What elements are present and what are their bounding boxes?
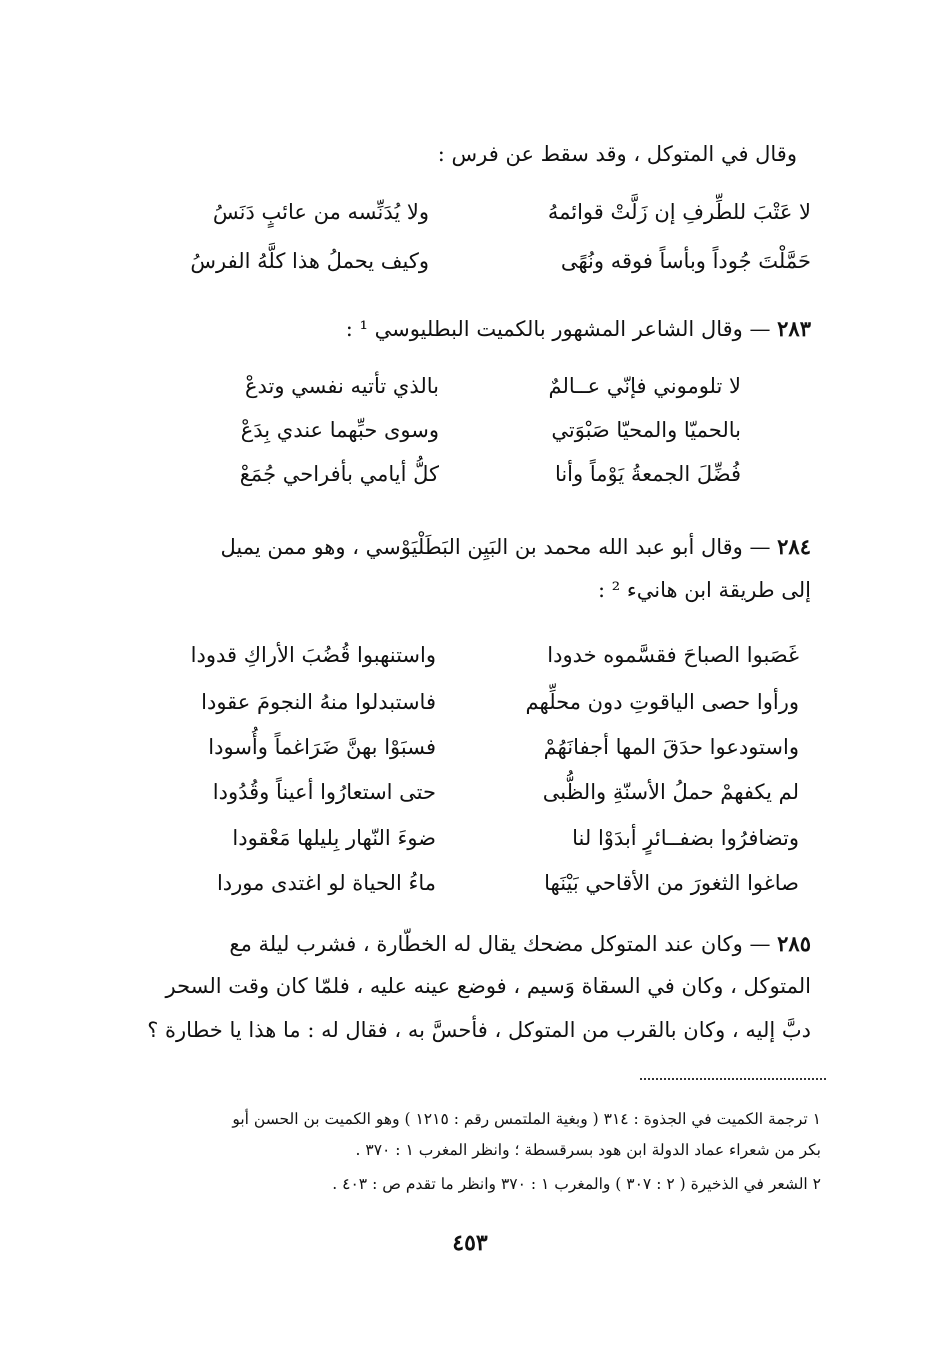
verse-hemistich-right: لا عَتْبَ للطِّرفِ إن زَلَّتْ قوائمهُ [547, 200, 811, 224]
paragraph-line: المتوكل ، وكان في السقاة وَسيم ، فوضع عينه عليه ، فلمّا كان وقت السحر [165, 974, 811, 998]
verse-row [0, 418, 939, 448]
section-number: ٢٨٣ [777, 316, 811, 341]
verse-hemistich-right: لا تلوموني فإنّي عــالمٌ [548, 374, 741, 398]
verse-hemistich-left: كلُّ أيامي بأفراحي جُمَعْ [239, 462, 439, 486]
verse-row [0, 249, 939, 279]
paragraph-line: دبَّ إليه ، وكان بالقرب من المتوكل ، فأحسَّ به ، فقال له : ما هذا يا خطارة ؟ [147, 1018, 811, 1042]
verse-hemistich-left: بالذي تأتيه نفسي وتدعْ [244, 374, 439, 398]
verse-hemistich-left: حتى استعارُوا أعيناً وقُدُودا [212, 780, 436, 804]
verse-hemistich-right: وتضافرُوا بضفــائرٍ أبدَوْا لنا [572, 826, 799, 850]
verse-hemistich-right: صاغوا الثغورَ من الأقاحي بَيْنَها [544, 871, 799, 895]
section-text: — وقال الشاعر المشهور بالكميت البطليوسي ¹ : [345, 317, 771, 341]
verse-hemistich-left: وسوى حبِّهما عندي بِدَعْ [240, 418, 439, 442]
verse-hemistich-right: بالحميّا والمحيّا صَبْوَتي [551, 418, 741, 442]
verse-hemistich-left: ضوءَ النّهار بِليلها مَعْقودا [232, 826, 436, 850]
section-number: ٢٨٥ [777, 931, 811, 956]
verse-row [0, 643, 939, 673]
verse-row [0, 735, 939, 765]
section-number: ٢٨٤ [777, 534, 811, 559]
footnote-1-line-1: ١ ترجمة الكميت في الجذوة : ٣١٤ ( وبغية الملتمس رقم : ١٢١٥ ) وهو الكميت بن الحسن أبو [232, 1110, 821, 1128]
verse-hemistich-right: غَصَبوا الصباحَ فقسَّموه خدودا [547, 643, 799, 667]
section-285-heading [229, 933, 811, 955]
footnote-separator [640, 1078, 826, 1080]
verse-row [0, 871, 939, 901]
verse-hemistich-right: لم يكفهمْ حملُ الأسنّةِ والظُّبى [542, 780, 799, 804]
verse-row [0, 826, 939, 856]
verse-hemistich-right: واستودعوا حدَقَ المها أجفانَهُمْ [543, 735, 799, 759]
verse-row [0, 200, 939, 230]
verse-hemistich-left: ولا يُدَنِّسه من عائبٍ دَنَسُ [212, 200, 429, 224]
verse-hemistich-left: ماءُ الحياة لو اغتدى موردا [216, 871, 436, 895]
footnote-1-line-2: بكر من شعراء عماد الدولة ابن هود بسرقسطة ؛ وانظر المغرب ١ : ٣٧٠ . [355, 1141, 821, 1159]
page-number: ٤٥٣ [452, 1230, 488, 1256]
verse-row [0, 780, 939, 810]
verse-row [0, 690, 939, 720]
section-text: — وقال أبو عبد الله محمد بن البَيِن البَطَلْيَوْسي ، وهو ممن يميل [220, 535, 771, 559]
verse-row [0, 374, 939, 404]
verse-hemistich-left: فسبَوْا بهنَّ ضَرَاغماً وأُسودا [208, 735, 436, 759]
verse-hemistich-right: فُضِّلَ الجمعةُ يَوْماً وأنا [554, 462, 741, 486]
verse-row [0, 462, 939, 492]
intro-line: وقال في المتوكل ، وقد سقط عن فرس : [437, 142, 797, 166]
verse-hemistich-left: وكيف يحملُ هذا كلَّهُ الفرسُ [190, 249, 429, 273]
section-283-heading [346, 318, 811, 340]
verse-hemistich-left: فاستبدلوا منهُ النجومَ عقودا [201, 690, 436, 714]
verse-hemistich-right: حَمَّلْتَ جُوداً وبأساً فوقه ونُهًى [560, 249, 811, 273]
footnote-2-line-1: ٢ الشعر في الذخيرة ( ٢ : ٣٠٧ ) والمغرب ١ : ٣٧٠ وانظر ما تقدم ص : ٤٠٣ . [332, 1175, 821, 1193]
section-text: — وكان عند المتوكل مضحك يقال له الخطّارة ، فشرب ليلة مع [229, 932, 771, 956]
section-text-continued: إلى طريقة ابن هانيء ² : [597, 578, 811, 602]
verse-hemistich-right: ورأوا حصى الياقوتِ دون محلِّهم [525, 690, 799, 714]
section-284-heading [221, 536, 812, 558]
verse-hemistich-left: واستنهبوا قُضُبَ الأراكِ قدودا [190, 643, 436, 667]
